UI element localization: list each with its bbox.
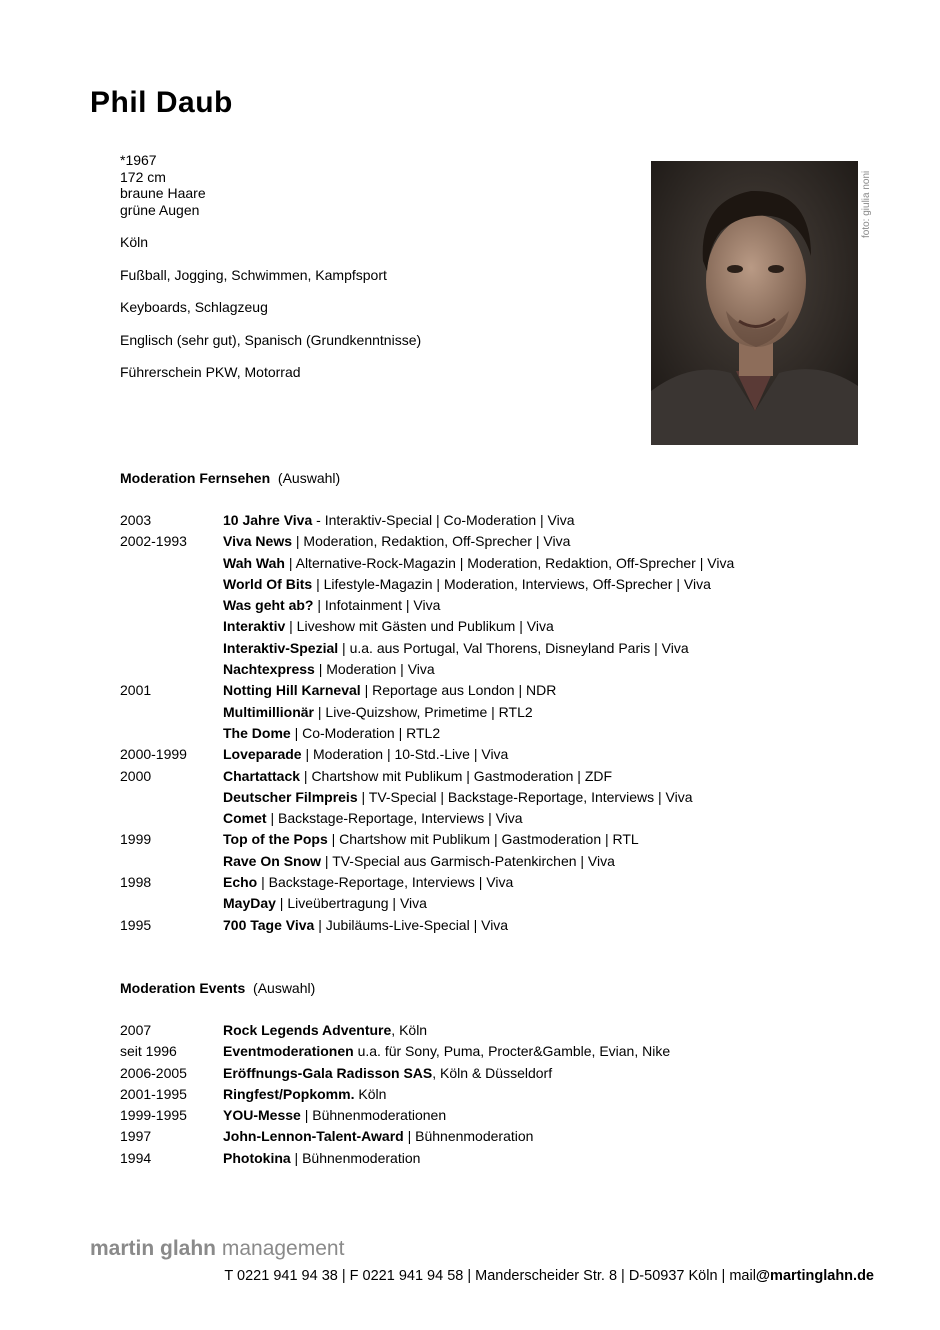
events-section-title: Moderation Events (Auswahl): [120, 980, 316, 996]
list-item-title: Top of the Pops: [223, 831, 328, 848]
list-item-title: Wah Wah: [223, 554, 285, 571]
list-item-entry: [223, 744, 508, 765]
sports: Fußball, Jogging, Schwimmen, Kampfsport: [120, 266, 387, 283]
instruments: Keyboards, Schlagzeug: [120, 299, 268, 315]
list-item-entry: [223, 659, 435, 680]
list-item-detail: | Chartshow mit Publikum | Gastmoderation | RTL: [327, 831, 639, 848]
list-item-entry: [223, 510, 575, 531]
list-item-year: 1999: [120, 831, 152, 848]
list-item-entry: [223, 1105, 446, 1126]
list-item-title: Echo: [223, 874, 258, 891]
list-item-entry: [223, 574, 711, 595]
list-item-entry: [223, 616, 554, 637]
personal-facts: [120, 152, 421, 381]
list-item-year: 2003: [120, 512, 152, 528]
list-item-entry: [223, 1126, 533, 1147]
list-item-title: Chartattack: [223, 767, 301, 784]
list-item-detail: | Alternative-Rock-Magazin | Moderation, Redaktion, Off-Sprecher | Viva: [284, 554, 735, 571]
list-item-detail: | Infotainment | Viva: [313, 597, 441, 614]
list-item-title: The Dome: [223, 724, 291, 741]
list-item-detail: | Bühnenmoderationen: [300, 1107, 447, 1124]
list-item-entry: [223, 553, 734, 574]
list-item-title: Eventmoderationen: [223, 1043, 354, 1060]
list-item-detail: | TV-Special aus Garmisch-Patenkirchen | Viva: [321, 852, 615, 869]
city: Köln: [120, 234, 149, 250]
list-item-title: Interaktiv: [223, 618, 286, 635]
height: 172 cm: [120, 168, 166, 185]
list-item-entry: [223, 893, 427, 914]
list-item-detail: | Jubiläums-Live-Special | Viva: [314, 916, 509, 933]
list-item-year: 2002-1993: [120, 533, 187, 550]
eye-color: grüne Augen: [120, 201, 200, 218]
list-item-detail: | Backstage-Reportage, Interviews | Viva: [266, 810, 523, 827]
list-item-title: Was geht ab?: [223, 597, 314, 614]
list-item-title: Rock Legends Adventure: [223, 1022, 392, 1038]
list-item-entry: [223, 1084, 386, 1105]
list-item-title: Photokina: [223, 1149, 291, 1166]
list-item-entry: [223, 680, 556, 701]
hair-color: braune Haare: [120, 185, 206, 201]
list-item-year: 2006-2005: [120, 1064, 187, 1081]
list-item-title: YOU-Messe: [223, 1107, 301, 1124]
list-item-entry: [223, 851, 615, 872]
agency-brand: martin glahn management: [90, 1237, 345, 1260]
list-item-year: 2001-1995: [120, 1085, 187, 1102]
list-item-detail: | Bühnenmoderation: [403, 1128, 534, 1145]
list-item-entry: [223, 1148, 420, 1169]
email-domain[interactable]: @martinglahn.de: [755, 1268, 874, 1284]
list-item-entry: [223, 915, 508, 936]
list-item-year: seit 1996: [120, 1043, 177, 1060]
list-item-detail: , Köln: [391, 1022, 428, 1038]
list-item-entry: [223, 766, 612, 787]
list-item-detail: Köln: [354, 1085, 387, 1102]
list-item-title: Loveparade: [223, 746, 302, 763]
list-item-detail: | Lifestyle-Magazin | Moderation, Interviews, Off-Sprecher | Viva: [312, 575, 711, 592]
list-item-detail: | Moderation | Viva: [314, 661, 435, 678]
list-item-detail: | Bühnenmoderation: [290, 1149, 421, 1166]
list-item-title: Deutscher Filmpreis: [223, 788, 358, 805]
list-item-year: 2001: [120, 682, 152, 699]
list-item-year: 1997: [120, 1128, 152, 1145]
list-item-entry: [223, 723, 440, 744]
portrait-illustration: [651, 161, 858, 445]
list-item-title: Rave On Snow: [223, 852, 322, 869]
list-item-year: 1995: [120, 916, 152, 933]
list-item-detail: , Köln & Düsseldorf: [432, 1064, 553, 1081]
list-item-entry: [223, 702, 533, 723]
list-item-detail: | Live-Quizshow, Primetime | RTL2: [314, 703, 533, 720]
page-title: Phil Daub: [90, 86, 233, 119]
list-item-detail: | Liveübertragung | Viva: [275, 895, 427, 912]
license: Führerschein PKW, Motorrad: [120, 364, 301, 380]
list-item-entry: [223, 872, 513, 893]
photo-credit: foto: giulia noni: [861, 170, 872, 238]
list-item-detail: | Backstage-Reportage, Interviews | Viva: [257, 874, 514, 891]
list-item-year: 2007: [120, 1022, 152, 1038]
list-item-entry: [223, 531, 570, 552]
list-item-entry: [223, 829, 639, 850]
list-item-title: John-Lennon-Talent-Award: [223, 1128, 404, 1145]
list-item-year: 2000: [120, 767, 152, 784]
list-item-title: Eröffnungs-Gala Radisson SAS: [223, 1064, 433, 1081]
list-item-entry: [223, 808, 523, 829]
list-item-title: Nachtexpress: [223, 661, 315, 678]
list-item-entry: [223, 638, 689, 659]
agency-contact: T 0221 941 94 38 | F 0221 941 94 58 | Manderscheider Str. 8 | D-50937 Köln | mail@martinglahn.de: [224, 1268, 874, 1284]
list-item-entry: [223, 1063, 552, 1084]
list-item-title: MayDay: [223, 895, 276, 912]
list-item-title: Interaktiv-Spezial: [223, 639, 339, 656]
list-item-detail: | Co-Moderation | RTL2: [290, 724, 441, 741]
list-item-detail: | Moderation, Redaktion, Off-Sprecher | Viva: [292, 533, 571, 550]
list-item-year: 1999-1995: [120, 1107, 187, 1124]
list-item-detail: - Interaktiv-Special | Co-Moderation | Viva: [312, 512, 575, 528]
tv-section-title: Moderation Fernsehen (Auswahl): [120, 470, 341, 486]
list-item-title: 10 Jahre Viva: [223, 512, 313, 528]
list-item-detail: | Liveshow mit Gästen und Publikum | Viva: [285, 618, 554, 635]
list-item-title: Viva News: [223, 533, 293, 550]
list-item-entry: [223, 595, 440, 616]
languages: Englisch (sehr gut), Spanisch (Grundkenntnisse): [120, 331, 422, 348]
list-item-title: Notting Hill Karneval: [223, 682, 361, 699]
list-item-year: 1998: [120, 874, 152, 891]
list-item-entry: [223, 1041, 670, 1062]
list-item-title: 700 Tage Viva: [223, 916, 315, 933]
list-item-detail: u.a. für Sony, Puma, Procter&Gamble, Evian, Nike: [353, 1043, 671, 1060]
list-item-entry: [223, 787, 693, 808]
list-item-year: 1994: [120, 1149, 152, 1166]
list-item-title: Multimillionär: [223, 703, 314, 720]
list-item-year: 2000-1999: [120, 746, 187, 763]
birth-year: *1967: [120, 152, 157, 168]
list-item-detail: | Reportage aus London | NDR: [360, 682, 557, 699]
list-item-entry: [223, 1020, 427, 1041]
list-item-detail: | Chartshow mit Publikum | Gastmoderation | ZDF: [300, 767, 613, 784]
list-item-title: Comet: [223, 810, 267, 827]
list-item-detail: | Moderation | 10-Std.-Live | Viva: [301, 746, 509, 763]
list-item-detail: | TV-Special | Backstage-Reportage, Interviews | Viva: [357, 788, 693, 805]
list-item-title: World Of Bits: [223, 575, 313, 592]
portrait-photo: [651, 161, 858, 445]
list-item-title: Ringfest/Popkomm.: [223, 1085, 355, 1102]
list-item-detail: | u.a. aus Portugal, Val Thorens, Disneyland Paris | Viva: [338, 639, 689, 656]
